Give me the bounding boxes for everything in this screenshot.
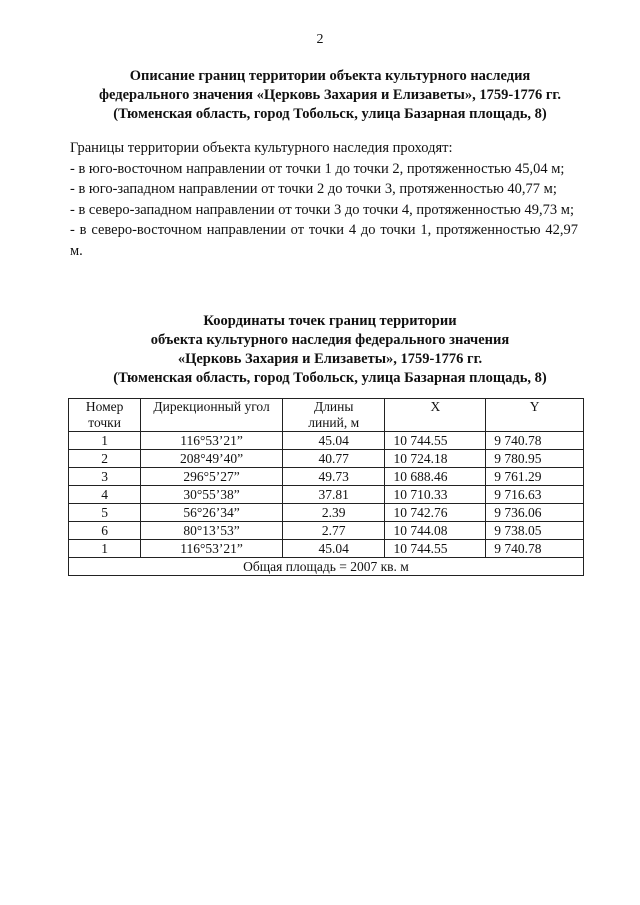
table-header-row bbox=[69, 399, 584, 432]
title-line: (Тюменская область, город Тобольск, улица Базарная площадь, 8) bbox=[113, 370, 547, 386]
cell-angle: 296°5’27” bbox=[141, 468, 283, 486]
cell-y: 9 780.95 bbox=[486, 450, 584, 468]
cell-x: 10 710.33 bbox=[385, 486, 486, 504]
cell-y: 9 761.29 bbox=[486, 468, 584, 486]
cell-angle: 116°53’21” bbox=[141, 540, 283, 558]
table-row bbox=[69, 486, 584, 504]
header-length bbox=[282, 399, 385, 432]
cell-x: 10 742.76 bbox=[385, 504, 486, 522]
total-area: Общая площадь = 2007 кв. м bbox=[69, 558, 584, 576]
cell-x: 10 688.46 bbox=[385, 468, 486, 486]
title-line: объекта культурного наследия федерального значения bbox=[150, 332, 510, 348]
header-line: Y bbox=[529, 399, 540, 414]
cell-point: 6 bbox=[69, 522, 141, 540]
table-row bbox=[69, 504, 584, 522]
cell-x: 10 744.08 bbox=[385, 522, 486, 540]
cell-angle: 116°53’21” bbox=[141, 432, 283, 450]
cell-y: 9 738.05 bbox=[486, 522, 584, 540]
cell-length: 2.77 bbox=[282, 522, 385, 540]
header-line: X bbox=[430, 399, 441, 414]
cell-x: 10 744.55 bbox=[385, 540, 486, 558]
table-row bbox=[69, 468, 584, 486]
coordinates-title bbox=[70, 312, 590, 388]
title-line: Описание границ территории объекта культурного наследия bbox=[129, 68, 531, 84]
header-y bbox=[486, 399, 584, 432]
coordinates-table bbox=[68, 398, 584, 576]
cell-y: 9 740.78 bbox=[486, 540, 584, 558]
header-angle bbox=[141, 399, 283, 432]
cell-length: 40.77 bbox=[282, 450, 385, 468]
cell-angle: 208°49’40” bbox=[141, 450, 283, 468]
header-line: точки bbox=[88, 415, 121, 430]
cell-length: 45.04 bbox=[282, 432, 385, 450]
page-number: 2 bbox=[316, 32, 324, 47]
boundary-description-title bbox=[70, 67, 590, 124]
cell-length: 2.39 bbox=[282, 504, 385, 522]
table-total-row bbox=[69, 558, 584, 576]
cell-point: 4 bbox=[69, 486, 141, 504]
table-row bbox=[69, 522, 584, 540]
boundary-item: - в северо-восточном направлении от точки 4 до точки 1, протяженностью 42,97 м. bbox=[70, 222, 578, 259]
cell-angle: 56°26’34” bbox=[141, 504, 283, 522]
header-line: Длины bbox=[313, 399, 354, 414]
cell-angle: 30°55’38” bbox=[141, 486, 283, 504]
cell-point: 1 bbox=[69, 432, 141, 450]
cell-length: 37.81 bbox=[282, 486, 385, 504]
cell-y: 9 740.78 bbox=[486, 432, 584, 450]
cell-point: 2 bbox=[69, 450, 141, 468]
cell-angle: 80°13’53” bbox=[141, 522, 283, 540]
cell-point: 3 bbox=[69, 468, 141, 486]
header-line: Дирекционный угол bbox=[153, 399, 270, 414]
table-row bbox=[69, 432, 584, 450]
header-x bbox=[385, 399, 486, 432]
header-line: линий, м bbox=[308, 415, 360, 430]
cell-point: 1 bbox=[69, 540, 141, 558]
header-line: Номер bbox=[85, 399, 124, 414]
cell-length: 45.04 bbox=[282, 540, 385, 558]
table-row bbox=[69, 540, 584, 558]
boundary-item: - в северо-западном направлении от точки 3 до точки 4, протяженностью 49,73 м; bbox=[70, 201, 574, 218]
boundary-item: - в юго-западном направлении от точки 2 до точки 3, протяженностью 40,77 м; bbox=[70, 181, 557, 197]
title-line: (Тюменская область, город Тобольск, улица Базарная площадь, 8) bbox=[113, 106, 547, 122]
intro-paragraph: Границы территории объекта культурного наследия проходят: bbox=[70, 140, 453, 156]
cell-length: 49.73 bbox=[282, 468, 385, 486]
title-line: Координаты точек границ территории bbox=[203, 313, 457, 329]
cell-y: 9 716.63 bbox=[486, 486, 584, 504]
boundary-item: - в юго-восточном направлении от точки 1 до точки 2, протяженностью 45,04 м; bbox=[70, 160, 565, 177]
boundary-description-body bbox=[70, 138, 578, 261]
table-row bbox=[69, 450, 584, 468]
cell-x: 10 724.18 bbox=[385, 450, 486, 468]
cell-y: 9 736.06 bbox=[486, 504, 584, 522]
title-line: «Церковь Захария и Елизаветы», 1759-1776 гг. bbox=[177, 351, 483, 367]
cell-point: 5 bbox=[69, 504, 141, 522]
title-line: федерального значения «Церковь Захария и Елизаветы», 1759-1776 гг. bbox=[99, 87, 561, 103]
cell-x: 10 744.55 bbox=[385, 432, 486, 450]
header-point-number bbox=[69, 399, 141, 432]
